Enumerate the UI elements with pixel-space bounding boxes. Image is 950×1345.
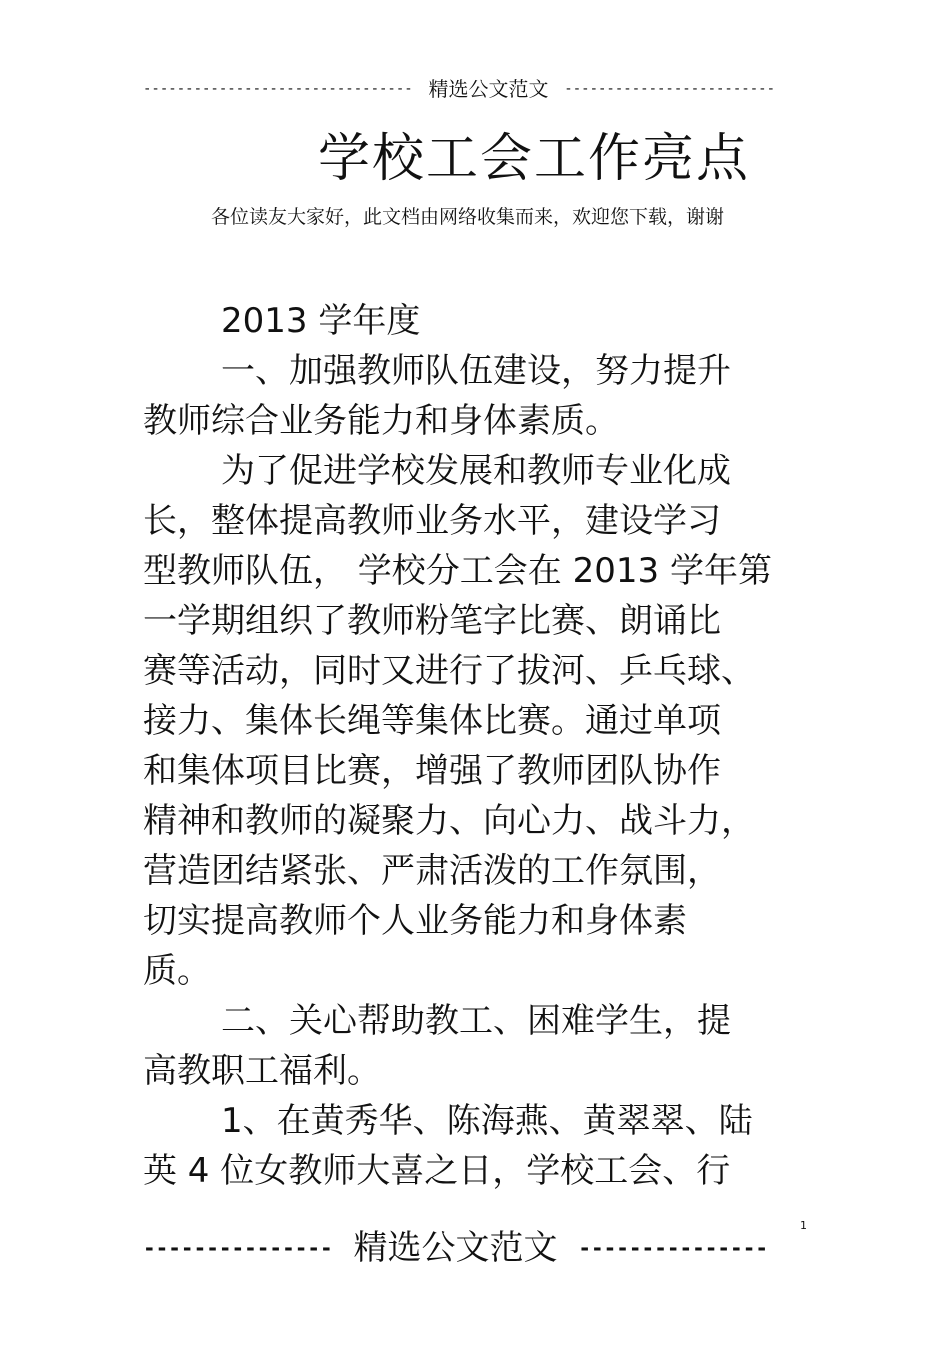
body-line: 高教职工福利。 <box>143 1051 381 1091</box>
body-line: 长，整体提高教师业务水平，建设学习 <box>143 501 721 541</box>
page-footer <box>143 1222 768 1274</box>
body-line: 教师综合业务能力和身体素质。 <box>143 401 619 441</box>
body-line: 接力、集体长绳等集体比赛。通过单项 <box>143 701 721 741</box>
body-line: 切实提高教师个人业务能力和身体素 <box>143 901 687 941</box>
page-number: 1 <box>800 1219 807 1232</box>
page-header <box>143 74 775 104</box>
body-line: 英 4 位女教师大喜之日，学校工会、行 <box>143 1151 731 1191</box>
body-line: 和集体项目比赛，增强了教师团队协作 <box>143 751 721 791</box>
body-line: 为了促进学校发展和教师专业化成 <box>221 451 731 491</box>
body-line: 一学期组织了教师粉笔字比赛、朗诵比 <box>143 601 721 641</box>
body-line: 赛等活动，同时又进行了拔河、乒乓球、 <box>143 651 755 691</box>
body-line: 质。 <box>143 951 211 991</box>
header-right-rule: ------------------------- <box>564 81 775 97</box>
body-line: 精神和教师的凝聚力、向心力、战斗力， <box>143 801 755 841</box>
body-line: 1、在黄秀华、陈海燕、黄翠翠、陆 <box>221 1101 753 1141</box>
header-label: 精选公文范文 <box>428 77 549 101</box>
body-line: 二、关心帮助教工、困难学生，提 <box>221 1001 731 1041</box>
body-line: 2013 学年度 <box>221 301 421 341</box>
footer-left-rule: --------------- <box>143 1236 333 1260</box>
footer-right-rule: --------------- <box>578 1236 768 1260</box>
header-left-rule: -------------------------------- <box>143 81 413 97</box>
footer-label: 精选公文范文 <box>353 1228 558 1268</box>
body-line: 型教师队伍， 学校分工会在 2013 学年第 <box>143 551 772 591</box>
body-line: 营造团结紧张、严肃活泼的工作氛围， <box>143 851 721 891</box>
document-subtitle: 各位读友大家好，此文档由网络收集而来，欢迎您下载，谢谢 <box>211 206 725 228</box>
document-title: 学校工会工作亮点 <box>318 129 751 189</box>
body-line: 一、加强教师队伍建设，努力提升 <box>221 351 731 391</box>
